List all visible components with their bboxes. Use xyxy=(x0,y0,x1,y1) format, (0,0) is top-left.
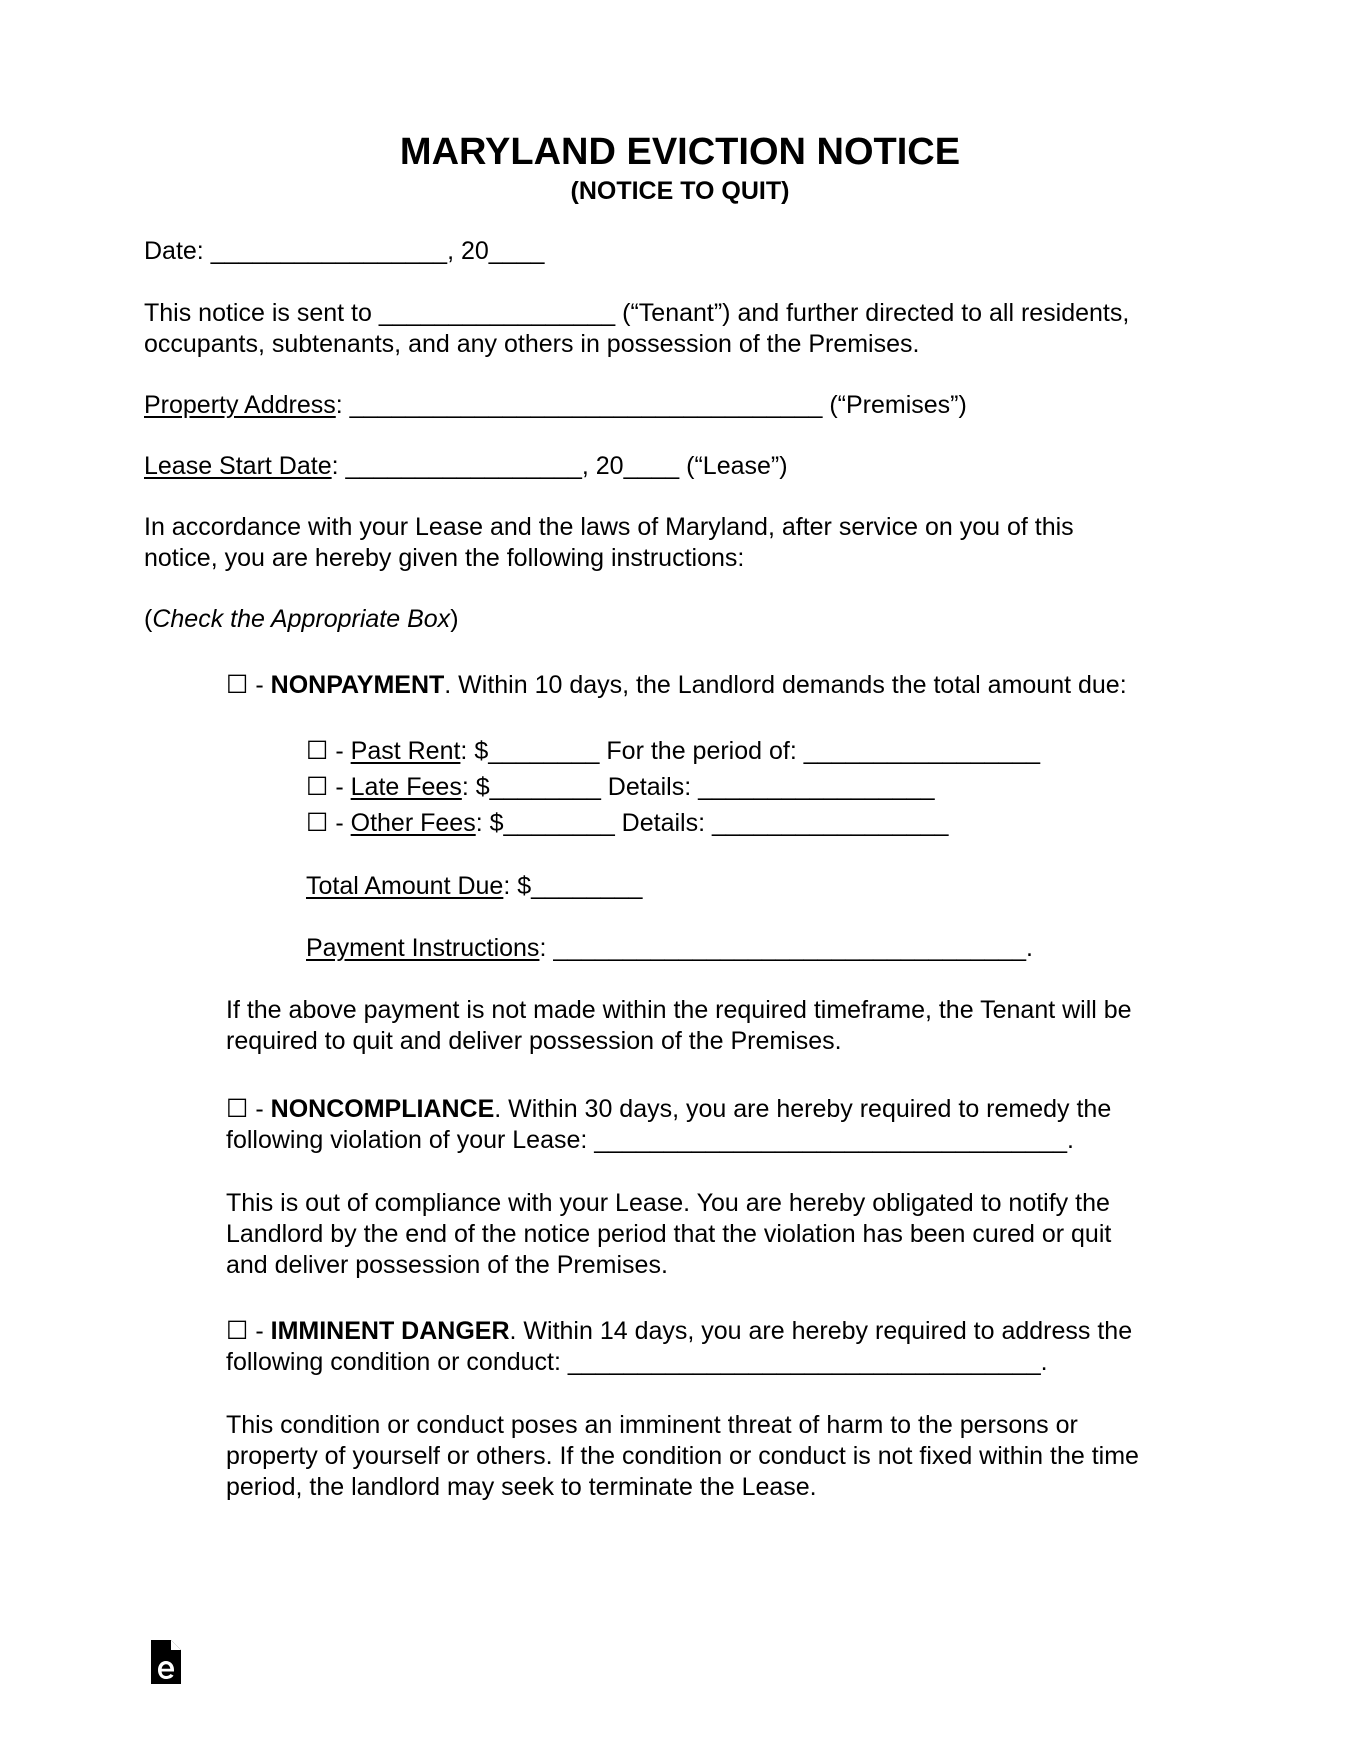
imminent-danger-heading: IMMINENT DANGER xyxy=(270,1317,510,1345)
payment-instructions-line: Payment Instructions: __________________________________. xyxy=(306,934,1034,962)
imminent-danger-option: ☐ - IMMINENT DANGER. Within 14 days, you are hereby required to address the xyxy=(226,1317,1133,1345)
late-fees-checkbox[interactable]: ☐ xyxy=(306,773,329,801)
noncompliance-para-line-3: and deliver possession of the Premises. xyxy=(226,1251,668,1279)
late-fees-item: ☐ - Late Fees: $________ Details: _________________ xyxy=(306,773,935,801)
property-address-label: Property Address xyxy=(144,391,336,419)
document-subtitle: (NOTICE TO QUIT) xyxy=(570,177,790,205)
noncompliance-para-line-1: This is out of compliance with your Lease. You are hereby obligated to notify the xyxy=(226,1189,1110,1217)
nonpayment-followup-line-1: If the above payment is not made within the required timeframe, the Tenant will be xyxy=(226,996,1132,1024)
past-rent-checkbox[interactable]: ☐ xyxy=(306,737,329,765)
check-appropriate-box-note: (Check the Appropriate Box) xyxy=(144,605,459,633)
nonpayment-option: ☐ - NONPAYMENT. Within 10 days, the Landlord demands the total amount due: xyxy=(226,671,1127,699)
document-e-logo-icon xyxy=(151,1640,181,1684)
property-address-line xyxy=(144,390,967,421)
noncompliance-heading: NONCOMPLIANCE xyxy=(270,1095,495,1123)
lease-start-date-label: Lease Start Date xyxy=(144,452,332,480)
document-title: MARYLAND EVICTION NOTICE xyxy=(399,131,961,173)
imminent-danger-condition-line: following condition or conduct: __________________________________. xyxy=(226,1348,1048,1376)
lease-start-date-blank: : _________________, 20____ (“Lease”) xyxy=(331,452,788,480)
payment-instructions-label: Payment Instructions xyxy=(306,934,540,962)
accordance-line-1: In accordance with your Lease and the laws of Maryland, after service on you of this xyxy=(144,513,1074,541)
imminent-danger-para-line-1: This condition or conduct poses an imminent threat of harm to the persons or xyxy=(226,1411,1078,1439)
nonpayment-checkbox[interactable]: ☐ xyxy=(226,671,249,699)
date-line: Date: _________________, 20____ xyxy=(144,237,545,265)
other-fees-checkbox[interactable]: ☐ xyxy=(306,809,329,837)
noncompliance-checkbox[interactable]: ☐ xyxy=(226,1095,249,1123)
sent-to-line-1: This notice is sent to _________________ (“Tenant”) and further directed to all residents, xyxy=(144,299,1130,327)
imminent-danger-para-line-2: property of yourself or others. If the condition or conduct is not fixed within the time xyxy=(226,1442,1139,1470)
lease-start-date-line xyxy=(144,451,788,482)
total-amount-due-label: Total Amount Due xyxy=(306,872,504,900)
nonpayment-followup-line-2: required to quit and deliver possession of the Premises. xyxy=(226,1027,842,1055)
total-amount-due-line: Total Amount Due: $________ xyxy=(306,872,643,900)
other-fees-label: Other Fees xyxy=(350,809,476,837)
imminent-danger-para-line-3: period, the landlord may seek to terminate the Lease. xyxy=(226,1473,817,1501)
noncompliance-para-line-2: Landlord by the end of the notice period that the violation has been cured or quit xyxy=(226,1220,1112,1248)
past-rent-label: Past Rent xyxy=(350,737,461,765)
imminent-danger-checkbox[interactable]: ☐ xyxy=(226,1317,249,1345)
late-fees-label: Late Fees xyxy=(350,773,462,801)
accordance-line-2: notice, you are hereby given the following instructions: xyxy=(144,544,745,572)
past-rent-item: ☐ - Past Rent: $________ For the period of: _________________ xyxy=(306,737,1041,765)
noncompliance-option: ☐ - NONCOMPLIANCE. Within 30 days, you are hereby required to remedy the xyxy=(226,1095,1112,1123)
nonpayment-heading: NONPAYMENT xyxy=(270,671,445,699)
noncompliance-violation-line: following violation of your Lease: __________________________________. xyxy=(226,1126,1074,1154)
property-address-blank: : __________________________________ (“Premises”) xyxy=(335,391,967,419)
sent-to-line-2: occupants, subtenants, and any others in possession of the Premises. xyxy=(144,330,920,358)
other-fees-item: ☐ - Other Fees: $________ Details: _________________ xyxy=(306,809,949,837)
